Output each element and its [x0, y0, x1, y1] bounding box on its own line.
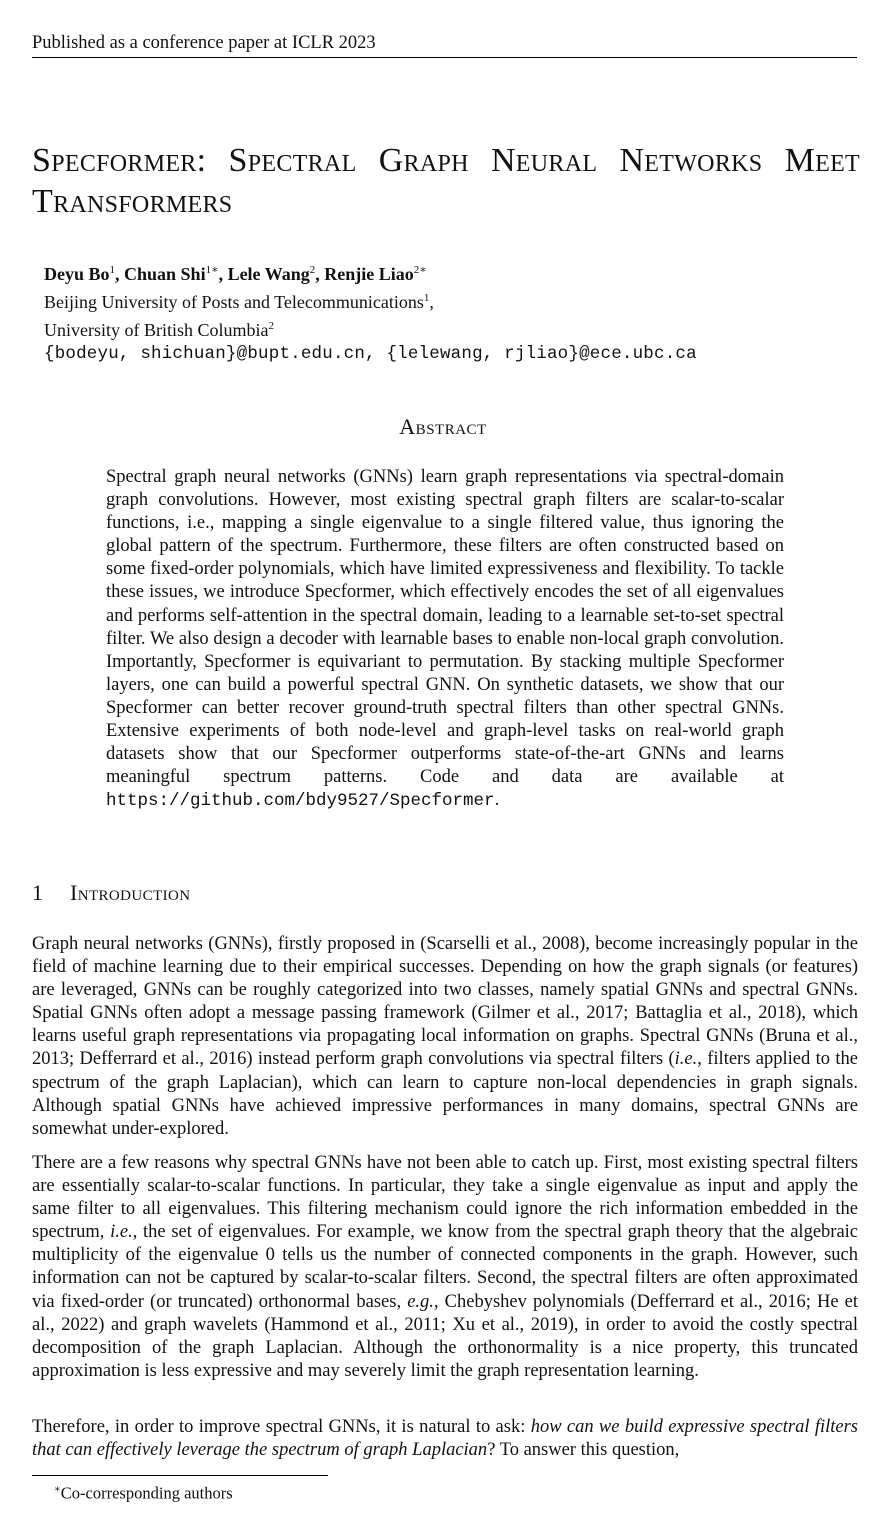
author-emails: {bodeyu, shichuan}@bupt.edu.cn, {lelewang, rjliao}@ece.ubc.ca — [44, 344, 697, 364]
intro-paragraph-2: There are a few reasons why spectral GNNs have not been able to catch up. First, most existing spectral filters are essentially scalar-to-scalar functions. In particular, they take a single eigenvalue as input and apply the same filter to all eigenvalues. This filtering mechanism could ignore the rich information embedded in the spectrum, i.e., the set of eigenvalues. For example, we know from the spectral graph theory that the algebraic multiplicity of the eigenvalue 0 tells us the number of connected components in the graph. However, such information can not be captured by scalar-to-scalar filters. Second, the spectral filters are often approximated via fixed-order (or truncated) orthonormal bases, e.g., Chebyshev polynomials (Defferrard et al., 2016; He et al., 2022) and graph wavelets (Hammond et al., 2011; Xu et al., 2019), in order to avoid the costly spectral decomposition of the graph Laplacian. Although the orthonormality is a nice property, this truncated approximation is less expressive and may severely limit the graph representation learning. — [32, 1153, 859, 1381]
footnote-divider — [32, 1475, 328, 1476]
author-names: Deyu Bo$^1$, Chuan Shi$^{1∗}$, Lele Wang$^2$, Renjie Liao$^{2∗}$ — [44, 264, 427, 284]
footnote: ∗Co-corresponding authors — [54, 1483, 233, 1503]
code-link[interactable]: https://github.com/bdy9527/Specformer — [106, 791, 495, 812]
author-2: Chuan Shi — [124, 264, 206, 284]
affiliation-1: Beijing University of Posts and Telecommunications$^1$, — [44, 292, 434, 312]
author-3: Lele Wang — [227, 264, 310, 284]
affiliation-2: University of British Columbia$^2$ — [44, 320, 274, 340]
author-block — [44, 258, 864, 366]
section-heading-introduction: 1 Introduction — [32, 880, 191, 905]
running-header: Published as a conference paper at ICLR 2023 — [32, 31, 857, 58]
intro-paragraph-1: Graph neural networks (GNNs), firstly proposed in (Scarselli et al., 2008), become increasingly popular in the field of machine learning due to their empirical successes. Depending on how the graph signals (or features) are leveraged, GNNs can be roughly categorized into two classes, namely spatial GNNs and spectral GNNs. Spatial GNNs often adopt a message passing framework (Gilmer et al., 2017; Battaglia et al., 2018), which learns useful graph representations via propagating local information on graphs. Spectral GNNs (Bruna et al., 2013; Defferrard et al., 2016) instead perform graph convolutions via spectral filters (i.e., filters applied to the spectrum of the graph Laplacian), which can learn to capture non-local dependencies in graph signals. Although spatial GNNs have achieved impressive performances in many domains, spectral GNNs are somewhat under-explored. — [32, 934, 858, 1139]
abstract-body: Spectral graph neural networks (GNNs) learn graph representations via spectral-domain graph convolutions. However, most existing spectral graph filters are scalar-to-scalar functions, i.e., mapping a single eigenvalue to a single filtered value, thus ignoring the global pattern of the spectrum. Furthermore, these filters are often constructed based on some fixed-order polynomials, which have limited expressiveness and flexibility. To tackle these issues, we introduce Specformer, which effectively encodes the set of all eigenvalues and performs self-attention in the spectral domain, leading to a learnable set-to-set spectral filter. We also design a decoder with learnable bases to enable non-local graph convolution. Importantly, Specformer is equivariant to permutation. By stacking multiple Specformer layers, one can build a powerful spectral GNN. On synthetic datasets, we show that our Specformer can better recover ground-truth spectral filters than other spectral GNNs. Extensive experiments of both node-level and graph-level tasks on real-world graph datasets show that our Specformer outperforms state-of-the-art GNNs and learns meaningful spectrum patterns. Code and data are available at https://github.com/bdy9527/Specformer. — [106, 467, 784, 812]
paper-title: Specformer: Spectral Graph Neural Networks Meet Transformers — [32, 142, 860, 220]
author-1: Deyu Bo — [44, 264, 110, 284]
author-4: Renjie Liao — [324, 264, 414, 284]
abstract-heading: Abstract — [399, 414, 487, 439]
intro-paragraph-3: Therefore, in order to improve spectral GNNs, it is natural to ask: how can we build expressive spectral filters that can effectively leverage the spectrum of graph Laplacian? To answer this question, — [32, 1417, 859, 1461]
